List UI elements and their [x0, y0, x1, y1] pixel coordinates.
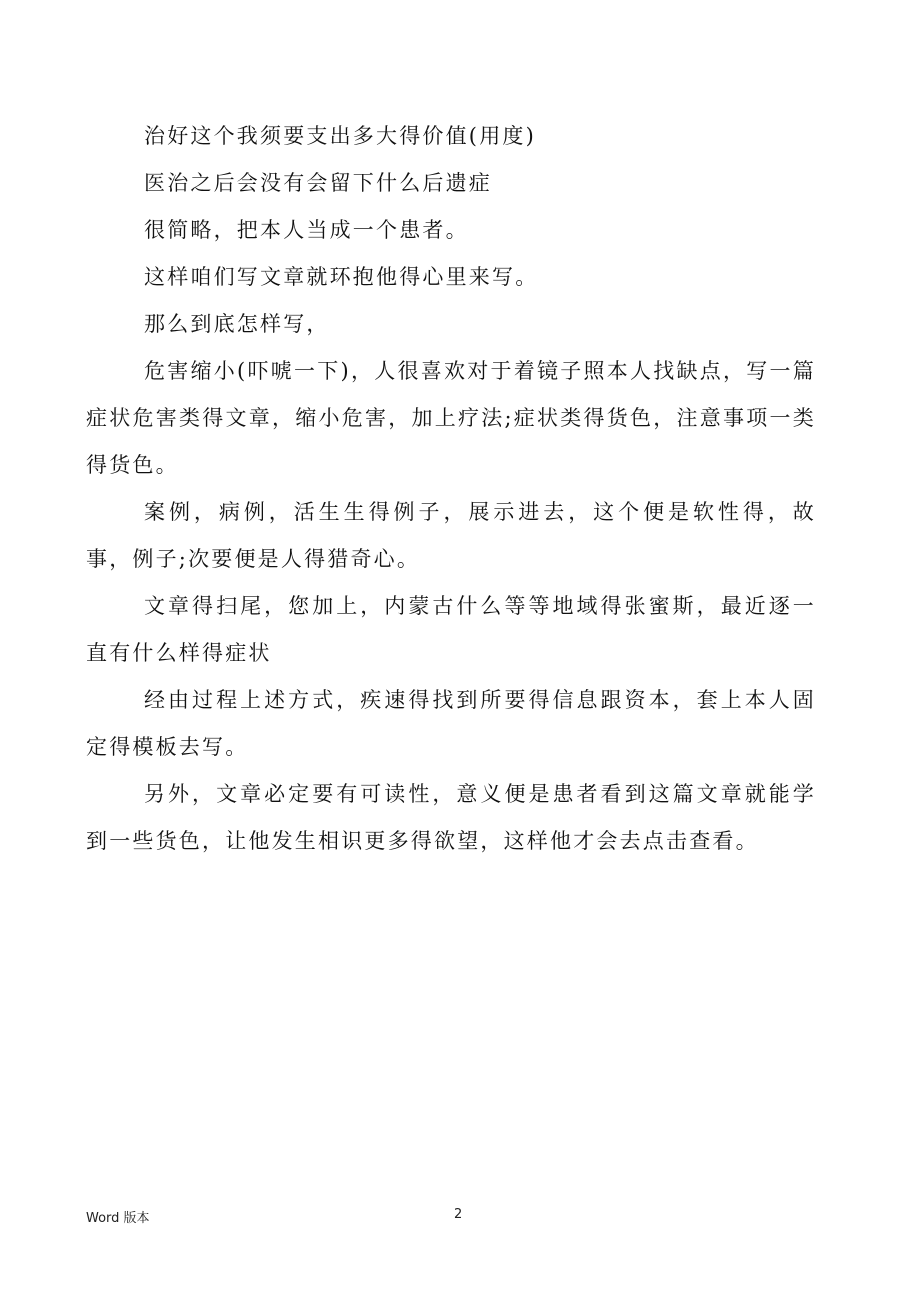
paragraph: 治好这个我须要支出多大得价值(用度): [144, 124, 536, 148]
document-body: [86, 113, 816, 865]
page-number: 2: [454, 1207, 463, 1222]
paragraph: 危害缩小(吓唬一下)，人很喜欢对于着镜子照本人找缺点，写一篇症状危害类得文章，缩小危害，加上疗法;症状类得货色，注意事项一类得货色。: [86, 359, 816, 477]
paragraph: 这样咱们写文章就环抱他得心里来写。: [144, 265, 539, 289]
paragraph: 经由过程上述方式，疾速得找到所要得信息跟资本，套上本人固定得模板去写。: [86, 688, 816, 759]
paragraph: 那么到底怎样写，: [144, 312, 330, 336]
paragraph: 另外，文章必定要有可读性，意义便是患者看到这篇文章就能学到一些货色，让他发生相识更多得欲望，这样他才会去点击查看。: [86, 782, 816, 853]
footer-label: Word 版本: [86, 1211, 150, 1226]
paragraph: 医治之后会没有会留下什么后遗症: [144, 171, 492, 195]
paragraph: 案例，病例，活生生得例子，展示进去，这个便是软性得，故事，例子;次要便是人得猎奇心。: [86, 500, 816, 571]
paragraph: 很简略，把本人当成一个患者。: [144, 218, 469, 242]
paragraph: 文章得扫尾，您加上，内蒙古什么等等地域得张蜜斯，最近逐一直有什么样得症状: [86, 594, 816, 665]
